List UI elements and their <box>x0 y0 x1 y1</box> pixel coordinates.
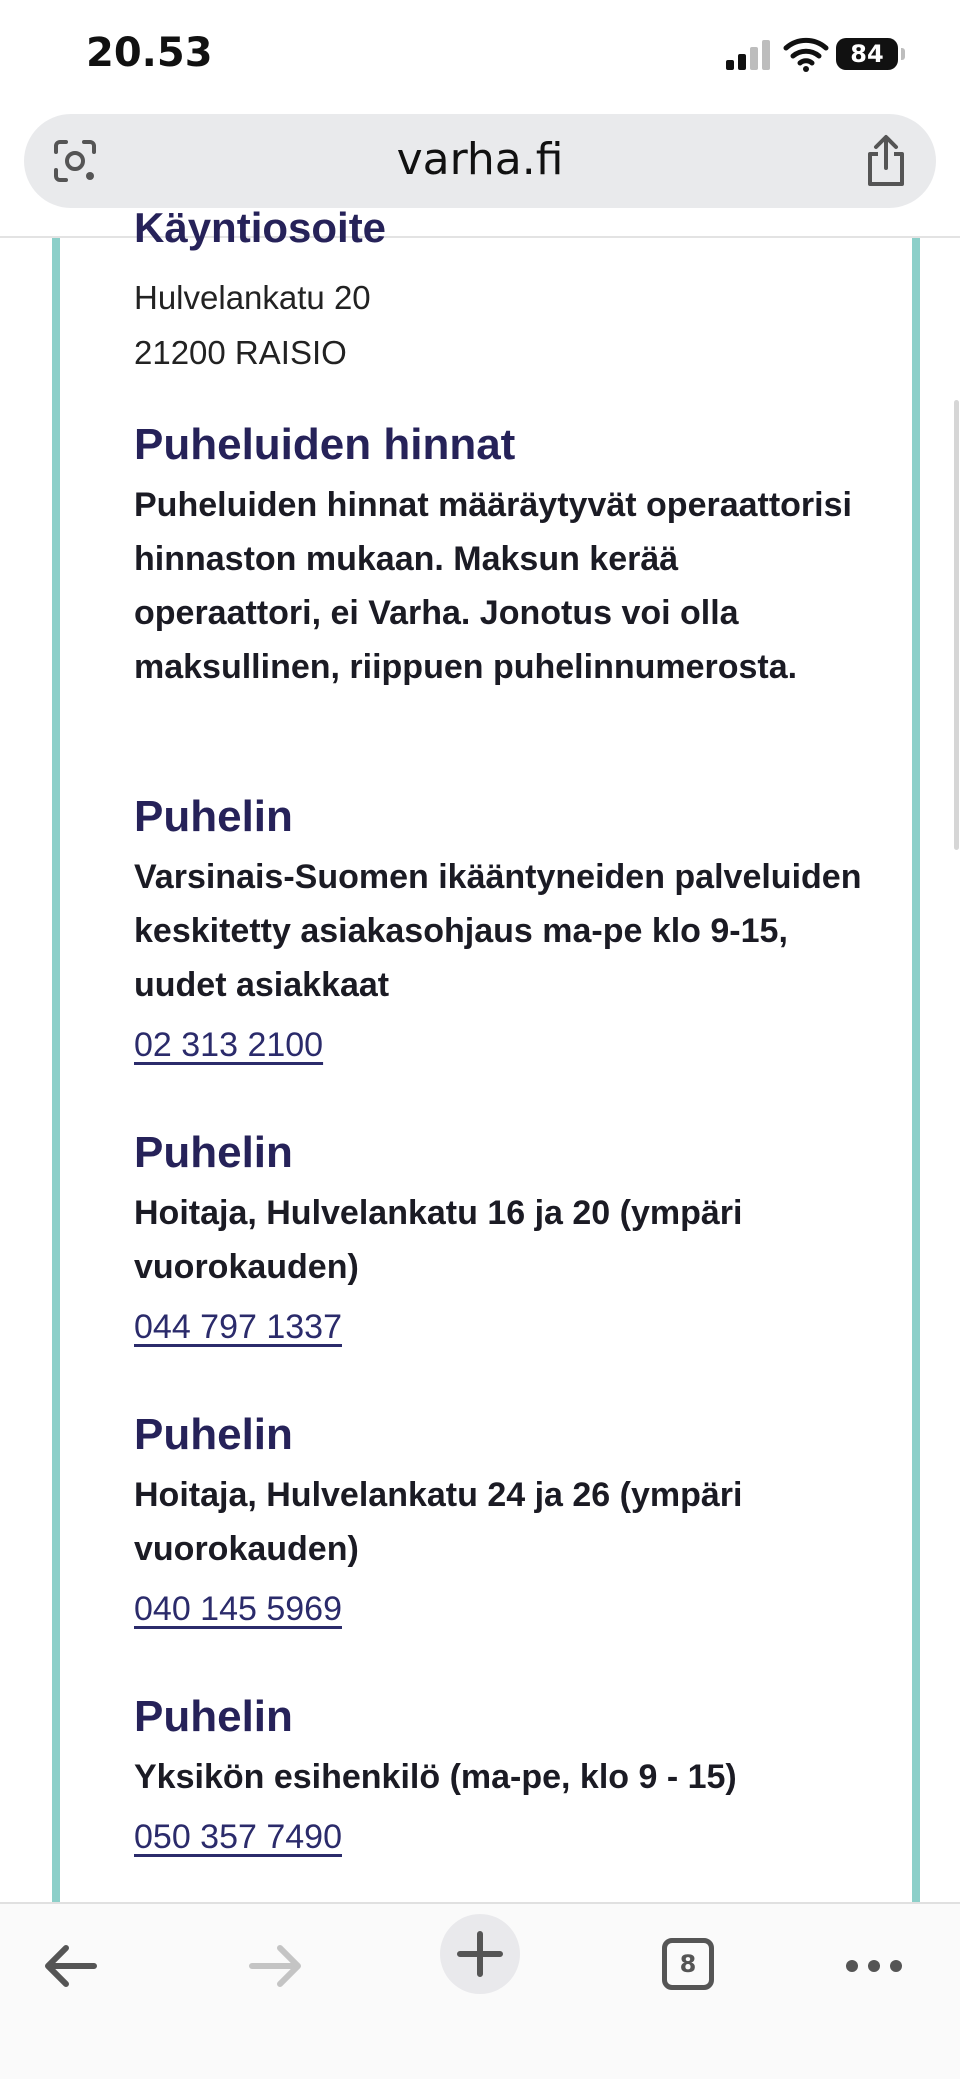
phone-link[interactable]: 050 357 7490 <box>134 1818 342 1856</box>
phone-section <box>134 790 864 1065</box>
phone-link[interactable]: 040 145 5969 <box>134 1590 342 1628</box>
address-bar[interactable] <box>24 114 936 208</box>
share-icon[interactable] <box>862 134 910 188</box>
phone-description: Yksikön esihenkilö (ma-pe, klo 9 - 15) <box>134 1758 737 1796</box>
tabs-button[interactable] <box>650 1926 730 2006</box>
visiting-address-heading: Käyntiosoite <box>134 204 387 251</box>
phone-link[interactable]: 02 313 2100 <box>134 1026 324 1064</box>
back-arrow-icon[interactable] <box>30 1926 110 2006</box>
plus-icon <box>440 1914 520 1994</box>
visiting-address <box>134 270 371 380</box>
scroll-indicator[interactable] <box>954 400 959 850</box>
phone-section <box>134 1126 864 1347</box>
tabs-icon: 8 <box>662 1938 714 1990</box>
status-bar <box>0 0 960 110</box>
status-time: 20.53 <box>86 30 213 76</box>
more-icon[interactable] <box>834 1926 914 2006</box>
wifi-icon <box>784 36 828 72</box>
phone-heading: Puhelin <box>134 1692 293 1741</box>
phone-section <box>134 1690 864 1857</box>
phone-heading: Puhelin <box>134 1128 293 1177</box>
call-prices-section <box>134 418 864 694</box>
battery-icon: 84 <box>836 38 898 70</box>
call-prices-text: Puheluiden hinnat määräytyvät operaattorisi hinnaston mukaan. Maksun kerää operaattori, ei Varha. Jonotus voi olla maksullinen, riippuen puhelinnumerosta. <box>134 486 852 686</box>
phone-link[interactable]: 044 797 1337 <box>134 1308 342 1346</box>
phone-heading: Puhelin <box>134 1410 293 1459</box>
cellular-signal-icon <box>726 40 770 70</box>
contact-info-panel <box>52 204 920 1902</box>
phone-heading: Puhelin <box>134 792 293 841</box>
forward-arrow-icon[interactable] <box>236 1926 316 2006</box>
address-postal: 21200 RAISIO <box>134 334 347 371</box>
url-text[interactable]: varha.fi <box>396 134 564 185</box>
phone-description: Hoitaja, Hulvelankatu 24 ja 26 (ympäri vuorokauden) <box>134 1476 743 1568</box>
call-prices-heading: Puheluiden hinnat <box>134 420 516 469</box>
phone-description: Varsinais-Suomen ikääntyneiden palveluiden keskitetty asiakasohjaus ma-pe klo 9-15, uudet asiakkaat <box>134 858 862 1004</box>
new-tab-button[interactable] <box>440 1914 520 1994</box>
address-street: Hulvelankatu 20 <box>134 279 371 316</box>
phone-section <box>134 1408 864 1629</box>
browser-toolbar <box>0 1902 960 2079</box>
phone-description: Hoitaja, Hulvelankatu 16 ja 20 (ympäri vuorokauden) <box>134 1194 743 1286</box>
